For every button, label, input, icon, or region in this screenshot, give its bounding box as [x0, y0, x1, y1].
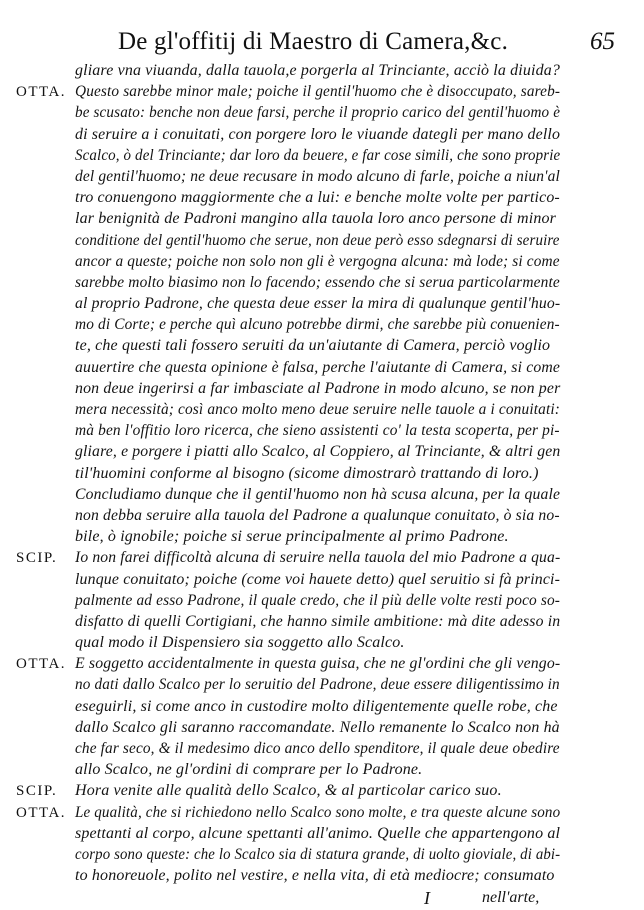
line-text: E soggetto accidentalmente in questa guisa, che ne gl'ordini che gli vengo-: [75, 655, 561, 673]
text-line: [0, 592, 644, 613]
body-text: [0, 62, 644, 910]
text-line: [0, 232, 644, 253]
line-text: til'huomini conforme al bisogno (sicome dimostrarò trattando di loro.): [75, 464, 539, 482]
text-line: [0, 846, 644, 867]
signature-mark: I: [424, 888, 430, 909]
line-text: allo Scalco, ne gl'ordini di comprare per lo Padrone.: [75, 761, 423, 779]
line-text: gliare, e porgere i piatti allo Scalco, al Coppiero, al Trinciante, & altri gen: [75, 443, 561, 461]
text-line: [0, 549, 644, 570]
line-text: corpo sono queste: che lo Scalco sia di statura grande, di uolto gioviale, di abi-: [75, 845, 561, 863]
line-text: te, che questi tali fossero seruiti da un'aiutante di Camera, perciò voglio: [75, 337, 551, 355]
line-text: spettanti al corpo, alcune spettanti all'animo. Quelle che appartengono al: [75, 824, 561, 842]
text-line: [0, 168, 644, 189]
line-text: be scusato: benche non deue farsi, perche il proprio carico del gentil'huomo è: [75, 104, 561, 122]
line-text: al proprio Padrone, che questa deue esser la mira di qualunque gentil'huo-: [75, 295, 561, 313]
line-text: non deue ingerirsi a far imbasciate al Padrone in modo alcuno, se non per: [75, 379, 561, 397]
text-line: [0, 867, 644, 888]
line-text: conditione del gentil'huomo che serue, non deue però esso sdegnarsi di seruire: [75, 231, 560, 249]
speaker-label: SCIP.: [16, 783, 58, 800]
text-line: [0, 126, 644, 147]
line-text: mera necessità; così anco molto meno deue seruire nelle tauole a i conuitati:: [75, 401, 561, 418]
text-line: [0, 676, 644, 697]
line-text: Le qualità, che si richiedono nello Scalco sono molte, e tra queste alcune sono: [75, 803, 561, 821]
page-footer: [0, 888, 644, 910]
line-text: di seruire a i conuitati, con porgere loro le viuande dategli per mano dello: [75, 125, 561, 143]
text-line: [0, 634, 644, 655]
text-line: [0, 740, 644, 761]
text-line: [0, 147, 644, 168]
text-line: [0, 189, 644, 210]
line-text: to honoreuole, polito nel vestire, e nella vita, di età mediocre; consumato: [75, 867, 555, 885]
line-text: no dati dallo Scalco per lo seruitio del Padrone, deue essere diligentissimo in: [75, 676, 560, 694]
text-line: [0, 62, 644, 83]
line-text: mà ben l'offitio loro ricerca, che sieno assistenti co' la testa scoperta, per pi-: [75, 422, 560, 440]
text-line: [0, 274, 644, 295]
text-line: [0, 761, 644, 782]
line-text: auuertire che questa opinione è falsa, perche l'aiutante di Camera, si come: [75, 358, 561, 376]
text-line: [0, 698, 644, 719]
text-line: [0, 380, 644, 401]
line-text: lar benignità de Padroni mangino alla tauola loro anco persone di minor: [75, 210, 557, 228]
text-line: [0, 83, 644, 104]
page-number: 65: [590, 28, 615, 55]
line-text: disfatto di quelli Cortigiani, che hanno simile ambitione: mà dite adesso in: [75, 612, 561, 630]
line-text: tro conuengono maggiormente che a lui: e benche molte volte per partico-: [75, 189, 560, 207]
speaker-label: OTTA.: [16, 656, 67, 673]
speaker-label: OTTA.: [16, 804, 67, 821]
line-text: non debba seruire alla tauola del Padrone a qualunque conuitato, ò sia no-: [75, 506, 560, 524]
line-text: qual modo il Dispensiero sia soggetto allo Scalco.: [75, 634, 405, 652]
line-text: Concludiamo dunque che il gentil'huomo non hà scusa alcuna, per la quale: [75, 485, 561, 503]
line-text: Hora venite alle qualità dello Scalco, & al particolar carico suo.: [75, 782, 502, 800]
line-text: palmente ad esso Padrone, il quale credo, che il più delle volte resti poco so-: [75, 591, 561, 609]
running-head-title: De gl'offitij di Maestro di Camera,&c.: [118, 28, 509, 55]
line-text: Io non farei difficoltà alcuna di seruire nella tauola del mio Padrone a qua-: [75, 549, 561, 567]
text-line: [0, 422, 644, 443]
text-line: [0, 465, 644, 486]
text-line: [0, 528, 644, 549]
line-text: Scalco, ò del Trinciante; dar loro da beuere, e far cose simili, che sono proprie: [75, 146, 561, 164]
text-line: [0, 719, 644, 740]
page-header: [0, 28, 644, 62]
line-text: sarebbe molto biasimo non lo facendo; essendo che si serua particolarmente: [75, 273, 560, 291]
text-line: [0, 804, 644, 825]
line-text: mo di Corte; e perche quì alcuno potrebbe dirmi, che sarebbe più conuenien-: [75, 316, 560, 334]
text-line: [0, 655, 644, 676]
text-line: [0, 486, 644, 507]
speaker-label: SCIP.: [16, 550, 58, 567]
line-text: Questo sarebbe minor male; poiche il gentil'huomo che è disoccupato, sareb-: [75, 83, 561, 101]
line-text: bile, ò ignobile; poiche si serue principalmente al primo Padrone.: [75, 528, 509, 546]
speaker-label: OTTA.: [16, 84, 67, 101]
text-line: [0, 613, 644, 634]
text-line: [0, 401, 644, 422]
text-line: [0, 782, 644, 803]
text-line: [0, 295, 644, 316]
text-line: [0, 825, 644, 846]
text-line: [0, 316, 644, 337]
line-text: eseguirli, si come anco in custodire molto diligentemente quelle robe, che: [75, 697, 558, 715]
line-text: che far seco, & il medesimo dico anco dello spenditore, il quale deue obedire: [75, 740, 560, 757]
line-text: dallo Scalco gli saranno raccomandate. Nello remanente lo Scalco non hà: [75, 718, 560, 736]
text-line: [0, 443, 644, 464]
line-text: gliare vna viuanda, dalla tauola,e porgerla al Trinciante, acciò la diuida?: [75, 62, 561, 79]
line-text: del gentil'huomo; ne deue recusare in modo alcuno di farle, poiche a niun'al: [75, 167, 560, 185]
text-line: [0, 507, 644, 528]
text-line: [0, 104, 644, 125]
line-text: ancor a queste; poiche non solo non gli è vergogna alcuna: mà lode; si come: [75, 252, 560, 270]
text-line: [0, 337, 644, 358]
text-line: [0, 210, 644, 231]
text-line: [0, 359, 644, 380]
line-text: lunque conuitato; poiche (come voi hauete detto) quel seruitio si fà princi-: [75, 570, 561, 588]
text-line: [0, 571, 644, 592]
text-line: [0, 253, 644, 274]
catchword: nell'arte,: [482, 889, 540, 907]
